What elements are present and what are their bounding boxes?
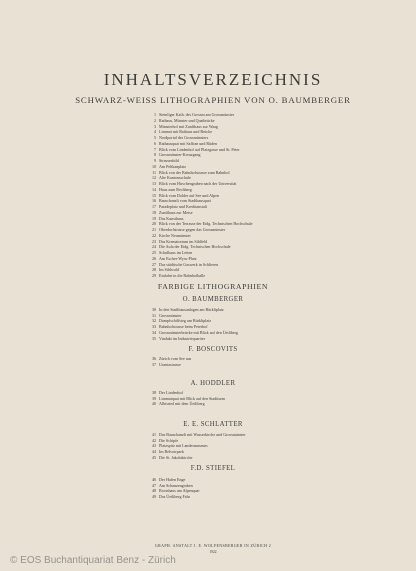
- toc-entry-number: 43: [151, 443, 156, 449]
- toc-entry-title: Einfahrt in die Bahnhofhalle: [159, 273, 206, 278]
- toc-entry-title: Blick von der Bahnhofstrasse zum Bahnhof: [159, 169, 230, 175]
- toc-entry-number: 28: [151, 267, 156, 273]
- artist-list-baumberger: [148, 307, 238, 341]
- toc-entry-title: Münsterhof mit Zunfthaus zur Waag: [159, 123, 218, 129]
- toc-entry-number: 21: [151, 227, 156, 232]
- toc-entry-number: 9: [153, 158, 156, 163]
- toc-entry-number: 37: [151, 361, 156, 367]
- toc-entry-number: 35: [151, 335, 156, 341]
- toc-entry-title: Am Escher-Wyss-Platz: [159, 255, 197, 261]
- toc-entry-title: Oberdorfstrasse gegen das Grossmünster: [159, 227, 226, 232]
- toc-entry-number: 29: [151, 273, 156, 278]
- toc-entry-number: 13: [151, 181, 156, 186]
- artist-list-hoddler: [148, 390, 225, 407]
- toc-entry-title: Blick von der Terrasse der Eidg. Technischen Hochschule: [159, 221, 253, 227]
- toc-entry-number: 42: [151, 437, 156, 443]
- toc-entry: [148, 336, 238, 342]
- toc-entry-number: 24: [151, 244, 156, 250]
- toc-entry-number: 44: [151, 449, 156, 455]
- toc-entry-number: 25: [151, 250, 156, 255]
- toc-entry-number: 8: [153, 152, 156, 158]
- toc-entry-title: Blick vom Lindenhof auf Platzgasse und St. Peter: [159, 146, 240, 152]
- toc-entry-number: 38: [151, 390, 156, 395]
- toc-entry-title: Die St. Jakobskirche: [159, 454, 193, 460]
- artist-heading-baumberger: O. BAUMBERGER: [182, 296, 244, 303]
- toc-entry-title: Paradeplatz und Kreditanstalt: [159, 204, 207, 209]
- page-title: INHALTSVERZEICHNIS: [103, 70, 323, 89]
- toc-entry-number: 10: [151, 163, 156, 169]
- artist-heading-schlatter: E. E. SCHLATTER: [183, 421, 243, 428]
- toc-entry-title: Viadukt im Industriequartier: [159, 335, 206, 341]
- toc-entry-number: 33: [151, 324, 156, 330]
- watermark-text: © EOS Buchantiquariat Benz - Zürich: [10, 555, 176, 566]
- toc-entry: [148, 455, 246, 461]
- toc-entry-title: Der Hafen Enge: [159, 477, 186, 482]
- toc-entry-title: Im Belvoirpark: [159, 449, 184, 455]
- toc-entry-title: Limmatquai mit Blick auf den Stadtturm: [159, 395, 225, 401]
- toc-entry-title: Grossmünster: [159, 312, 182, 318]
- toc-entry-number: 15: [151, 192, 156, 198]
- bw-section-title: SCHWARZ-WEISS LITHOGRAPHIEN VON O. BAUMBERGER: [75, 95, 351, 105]
- toc-entry-title: Das städtische Gaswerk in Schlieren: [159, 261, 219, 267]
- toc-entry-title: In den Stadthausanlagen am Bürkliplatz: [159, 307, 224, 312]
- toc-entry-number: 2: [153, 117, 156, 123]
- toc-entry-number: 7: [153, 146, 156, 152]
- artist-list-stiefel: [148, 477, 199, 500]
- toc-entry-number: 14: [151, 186, 156, 192]
- toc-entry-number: 3: [153, 123, 156, 129]
- toc-entry-title: Grossmünster-Kreuzgang: [159, 152, 201, 158]
- toc-entry: [148, 494, 199, 500]
- page-content: [58, 36, 368, 554]
- toc-entry-number: 18: [151, 209, 156, 215]
- toc-entry-title: Blick vom Dolder auf See und Alpen: [159, 192, 220, 198]
- toc-entry-number: 48: [151, 488, 156, 494]
- toc-entry-title: Alte Kantonsschule: [159, 175, 191, 181]
- toc-entry-number: 47: [151, 482, 156, 488]
- toc-entry-number: 46: [151, 477, 156, 482]
- toc-entry-number: 36: [151, 356, 156, 361]
- toc-entry-title: Rathaus, Münster und Quaibrücke: [159, 117, 215, 123]
- toc-entry-title: Der Lindenhof: [159, 390, 183, 395]
- toc-entry-number: 30: [151, 307, 156, 312]
- toc-entry-number: 31: [151, 312, 156, 318]
- artist-heading-boscovits: F. BOSCOVITS: [188, 346, 238, 353]
- artist-list-schlatter: [148, 432, 246, 461]
- toc-entry-title: Blick vom Hirschengraben nach der Universität: [159, 181, 237, 186]
- toc-entry-title: Schulhaus im Letten: [159, 250, 193, 255]
- toc-entry-number: 34: [151, 329, 156, 335]
- toc-entry-title: Platzspitz mit Landesmuseum: [159, 443, 208, 449]
- bw-list: [148, 112, 252, 279]
- toc-entry-title: Steinliger Kath. des Grossm am Grossmünster: [159, 112, 235, 117]
- toc-entry-number: 5: [153, 135, 156, 140]
- toc-entry-title: Zunfthaus zur Meise: [159, 209, 193, 215]
- toc-entry-title: Nordportal des Grossmünsters: [159, 135, 209, 140]
- toc-entry-title: Am Schanzengraben: [159, 482, 193, 488]
- toc-entry-title: Zürich vom See aus: [159, 356, 192, 361]
- toc-entry-title: Das Krematorium im Sihlfeld: [159, 238, 208, 244]
- toc-entry-number: 19: [151, 215, 156, 221]
- toc-entry-title: Am Pelikanplatz: [159, 163, 187, 169]
- toc-entry-number: 20: [151, 221, 156, 227]
- toc-entry-title: Die Aula der Eidg. Technischen Hochschule: [159, 244, 231, 250]
- toc-entry-number: 22: [151, 232, 156, 238]
- toc-entry-title: Strassenbild: [159, 158, 179, 163]
- toc-entry-title: Die Schipfe: [159, 437, 179, 443]
- toc-entry-title: Bootshaus am Alpenquai: [159, 488, 200, 494]
- color-section-title: FARBIGE LITHOGRAPHIEN: [157, 282, 269, 291]
- print-year: 1922: [209, 550, 217, 554]
- toc-entry-title: Albisried mit dem Üetliberg: [159, 401, 205, 407]
- toc-entry-title: Haus zum Rechberg: [159, 186, 192, 192]
- artist-heading-hoddler: A. HODDLER: [190, 380, 236, 387]
- toc-entry-title: Rathausquai mit Saffran und Rüden: [159, 140, 217, 146]
- toc-entry-number: 16: [151, 198, 156, 204]
- toc-entry-title: Grossmünsterbrücke mit Blick auf den Üetliberg: [159, 329, 238, 335]
- toc-entry-number: 32: [151, 318, 156, 324]
- toc-entry-title: Im Sihlwald: [159, 267, 179, 273]
- toc-entry-title: Bahnhofstrasse beim Peterhof: [159, 324, 208, 330]
- toc-entry-number: 1: [153, 112, 156, 117]
- toc-entry-title: Limmat mit Rathaus und Brücke: [159, 129, 213, 135]
- artist-heading-stiefel: F.D. STIEFEL: [190, 465, 236, 472]
- toc-entry-number: 26: [151, 255, 156, 261]
- toc-entry-number: 40: [151, 401, 156, 407]
- toc-entry-number: 27: [151, 261, 156, 267]
- toc-entry-number: 41: [151, 432, 156, 437]
- toc-entry-title: Dampfschiffsteg am Bürkliplatz: [159, 318, 212, 324]
- toc-entry-number: 12: [151, 175, 156, 181]
- artist-list-boscovits: [148, 356, 191, 367]
- toc-entry-title: Bauschanzli vom Stadthausquai: [159, 198, 211, 204]
- toc-entry-number: 23: [151, 238, 156, 244]
- toc-entry-number: 45: [151, 454, 156, 460]
- toc-entry-title: Kirche Neumünster: [159, 232, 191, 238]
- toc-entry-title: Das Kunsthaus: [159, 215, 184, 221]
- toc-entry: [148, 362, 191, 368]
- toc-entry-title: Das Bauschanzli mit Wasserkirche und Grossmünster: [159, 432, 246, 437]
- toc-entry-title: Uraniastrasse: [159, 361, 181, 367]
- toc-entry-number: 6: [153, 140, 156, 146]
- printer-credit: GRAPH. ANSTALT J. E. WOLFENSBERGER IN ZÜRICH 2: [154, 544, 272, 548]
- toc-entry-number: 11: [152, 169, 156, 175]
- toc-entry-number: 4: [153, 129, 156, 135]
- toc-entry-title: Das Üetliberg Fahr: [159, 494, 190, 500]
- toc-entry-number: 39: [151, 395, 156, 401]
- toc-entry: [148, 273, 252, 279]
- toc-entry-number: 49: [151, 494, 156, 500]
- toc-entry-number: 17: [151, 204, 156, 209]
- toc-entry: [148, 401, 225, 407]
